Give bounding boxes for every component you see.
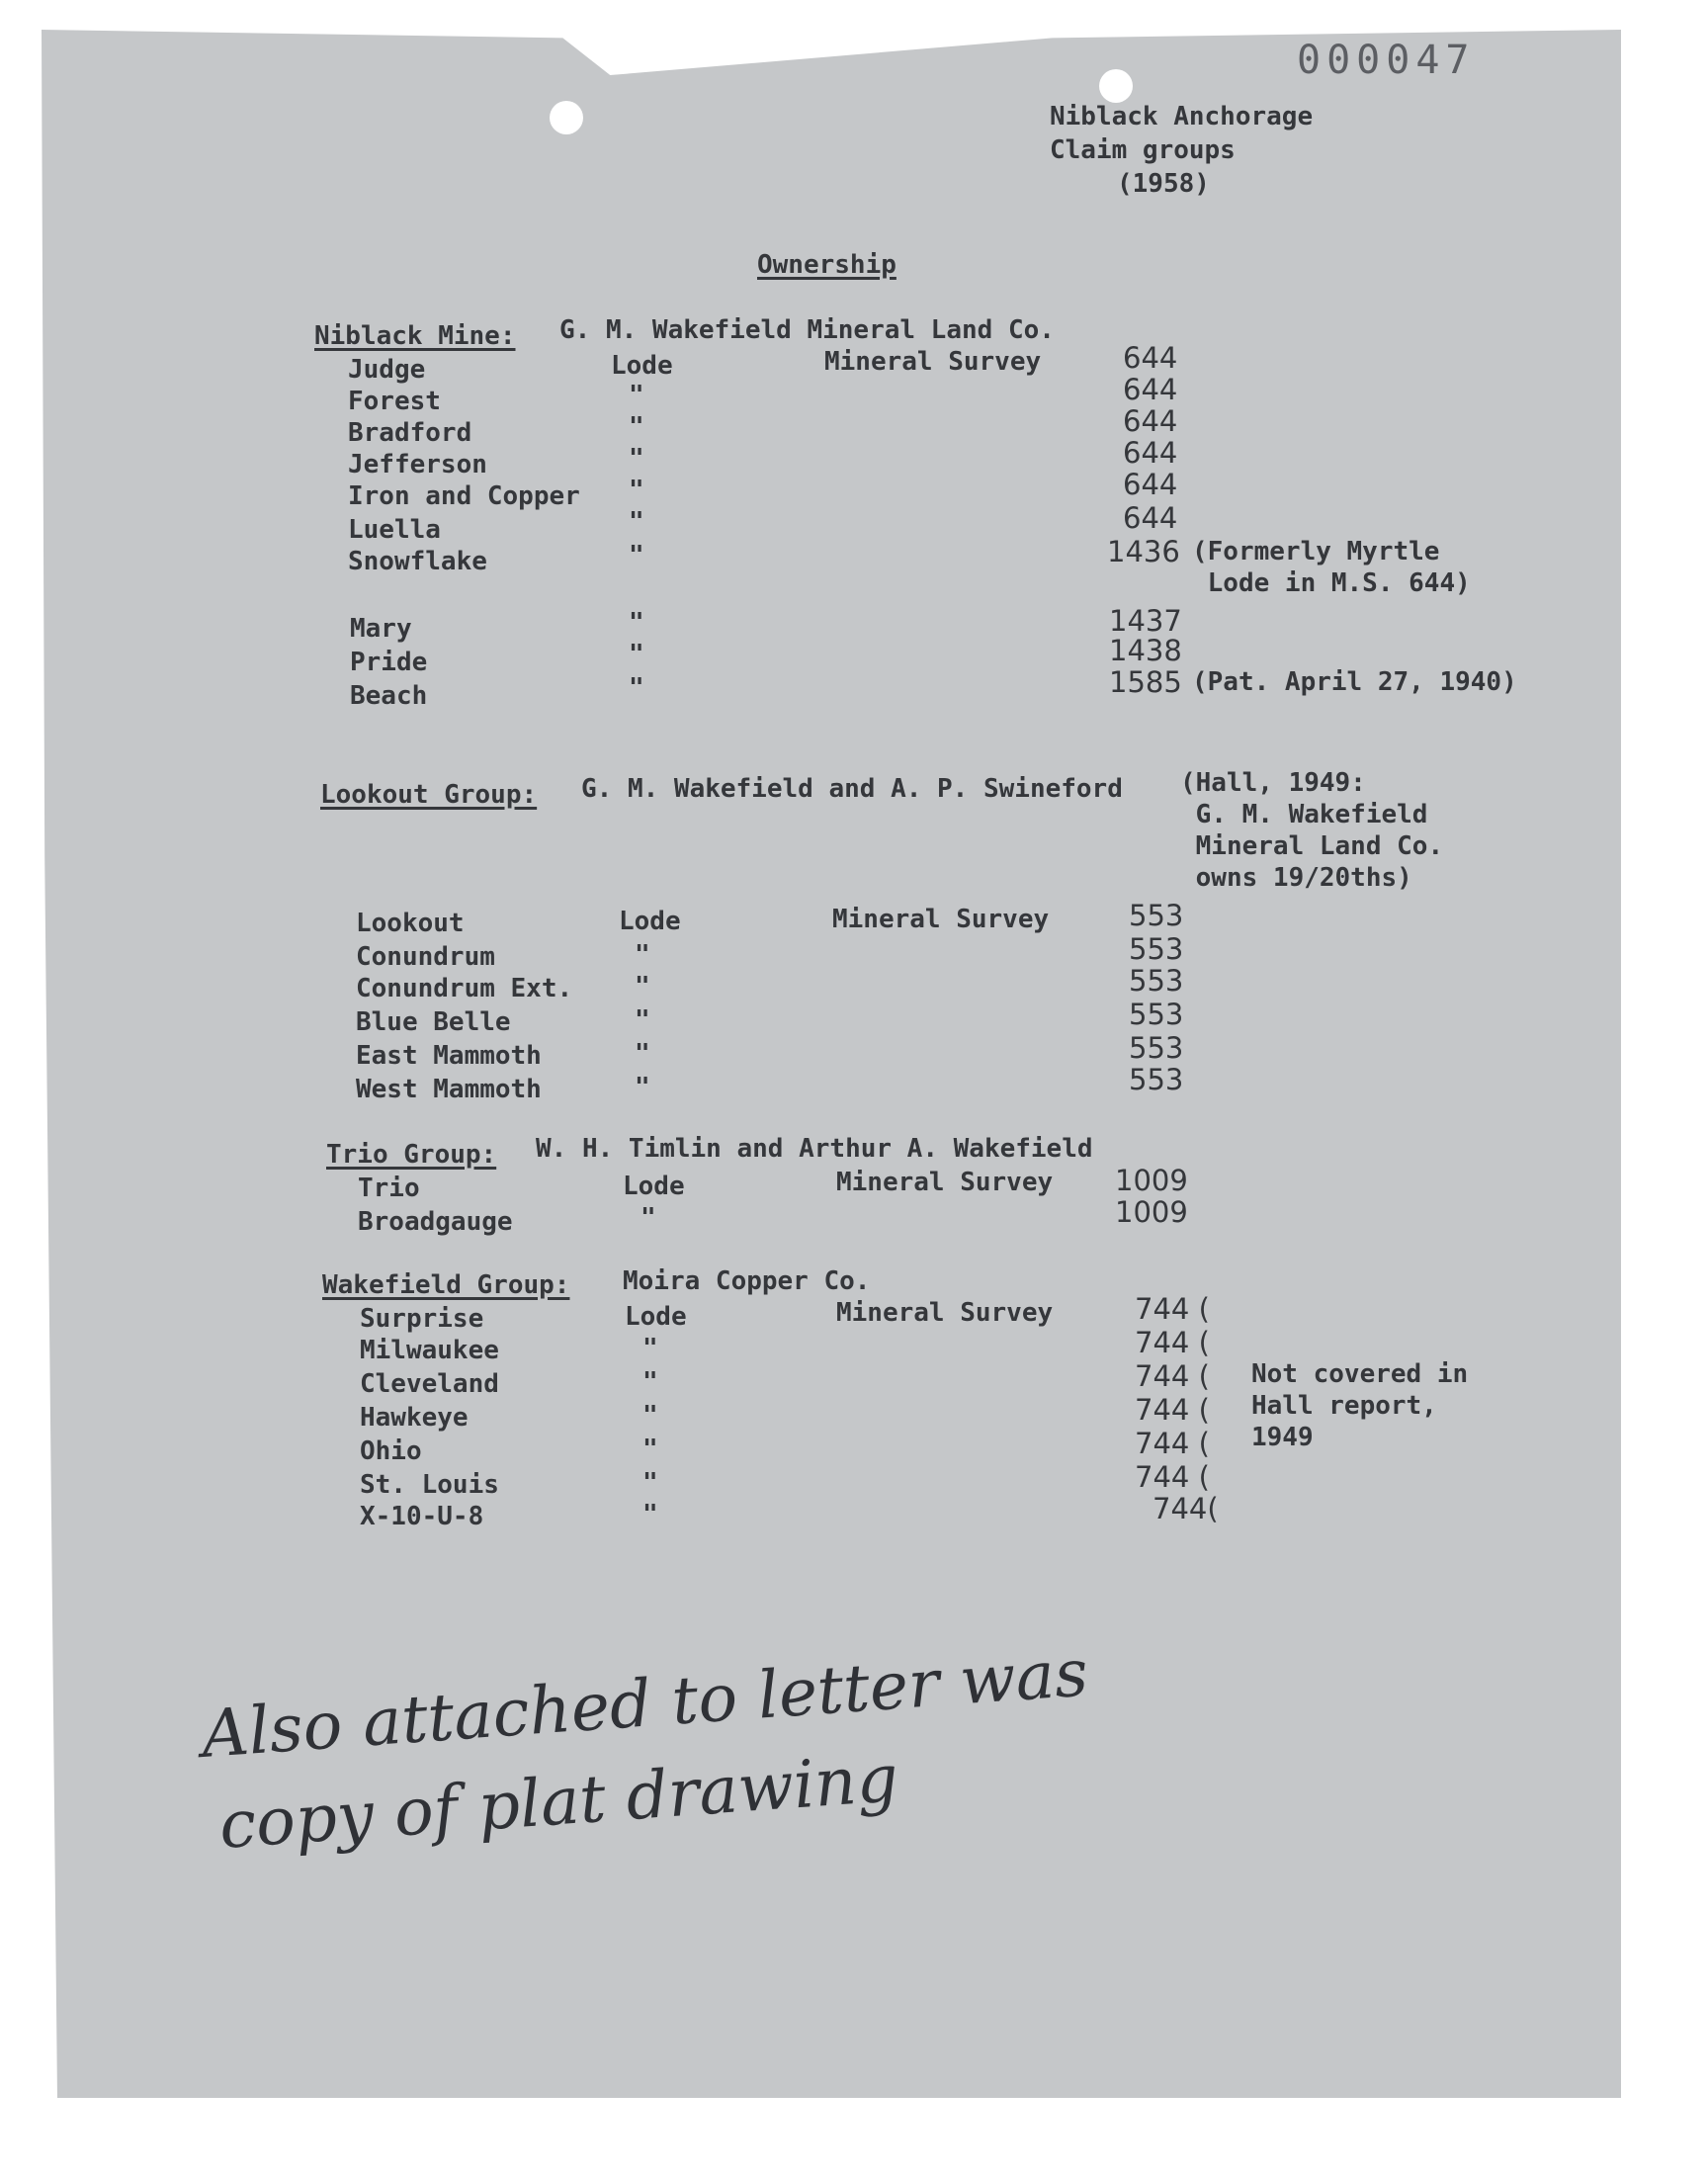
page-title: Ownership (757, 250, 897, 280)
claim-name: Mary (350, 614, 412, 644)
claim-name: Pride (350, 648, 428, 677)
claim-name: Snowflake (348, 547, 487, 576)
claim-type: Lode (619, 907, 681, 936)
claim-type: " (642, 1500, 658, 1529)
claim-name: Conundrum (356, 942, 495, 972)
claim-name: Cleveland (360, 1369, 499, 1399)
claim-survey: 1438 (1109, 634, 1182, 667)
claim-name: Forest (348, 387, 441, 416)
claim-name: Luella (348, 515, 441, 545)
claim-type: " (629, 507, 644, 537)
claim-survey: 553 (1129, 964, 1184, 998)
claim-name: Surprise (360, 1304, 484, 1334)
claim-survey: 644 (1123, 341, 1178, 375)
group-owner: G. M. Wakefield and A. P. Swineford (581, 774, 1123, 804)
claim-name: West Mammoth (356, 1075, 542, 1104)
claim-note: (Formerly Myrtle Lode in M.S. 644) (1192, 537, 1471, 598)
header-line-3: (1958) (1117, 169, 1210, 199)
claim-type: " (642, 1334, 658, 1363)
claim-survey: 744 ( (1135, 1326, 1210, 1359)
group-owner: W. H. Timlin and Arthur A. Wakefield (536, 1134, 1093, 1164)
claim-name: Hawkeye (360, 1403, 469, 1433)
claim-survey: 1585 (1109, 665, 1182, 699)
handwritten-note-line-2: copy of plat drawing (216, 1740, 901, 1864)
handwritten-note-line-1: Also attached to letter was (199, 1634, 1091, 1773)
claim-survey: 553 (1129, 932, 1184, 966)
claim-type: " (629, 444, 644, 474)
claim-type: " (635, 1005, 650, 1035)
punch-hole (550, 101, 583, 134)
claim-type: " (642, 1367, 658, 1397)
claim-name: Iron and Copper (348, 481, 580, 511)
claim-survey: 1436 (1107, 535, 1180, 568)
claim-survey: 744 ( (1135, 1460, 1210, 1494)
survey-column-label: Mineral Survey (836, 1168, 1054, 1197)
claim-type: " (635, 1039, 650, 1069)
claim-type: Lode (623, 1172, 685, 1201)
claim-type: " (635, 972, 650, 1001)
claim-survey: 744 ( (1135, 1393, 1210, 1427)
claim-survey: 644 (1123, 373, 1178, 406)
claim-type: " (629, 608, 644, 638)
claim-type: " (635, 1073, 650, 1102)
claim-survey: 644 (1123, 501, 1178, 535)
claim-type: " (635, 940, 650, 970)
claim-survey: 644 (1123, 468, 1178, 501)
group-owner: G. M. Wakefield Mineral Land Co. (559, 315, 1055, 345)
claim-type: " (642, 1468, 658, 1498)
group-owner: Moira Copper Co. (623, 1266, 871, 1296)
claim-survey: 744 ( (1135, 1292, 1210, 1326)
claim-survey: 1009 (1115, 1164, 1188, 1197)
punch-hole (1099, 69, 1133, 103)
claim-type: " (629, 412, 644, 442)
survey-column-label: Mineral Survey (836, 1298, 1054, 1328)
claim-name: Milwaukee (360, 1336, 499, 1365)
claim-survey: 1437 (1109, 604, 1182, 638)
claim-name: Blue Belle (356, 1007, 511, 1037)
claim-name: Jefferson (348, 450, 487, 479)
claim-type: " (629, 673, 644, 703)
document-number-stamp: 000047 (1297, 38, 1476, 83)
claim-type: " (640, 1203, 656, 1233)
claim-survey: 744( (1153, 1492, 1219, 1525)
group-owner-note: (Hall, 1949: G. M. Wakefield Mineral Land Co. owns 19/20ths) (1180, 768, 1444, 893)
claim-survey: 644 (1123, 404, 1178, 438)
claim-survey: 744 ( (1135, 1427, 1210, 1460)
claim-name: East Mammoth (356, 1041, 542, 1071)
group-label: Trio Group: (326, 1140, 497, 1170)
claim-survey: 1009 (1115, 1195, 1188, 1229)
claim-name: X-10-U-8 (360, 1502, 484, 1531)
claim-survey: 553 (1129, 1031, 1184, 1065)
claim-type: " (629, 640, 644, 669)
claim-name: Ohio (360, 1436, 422, 1466)
group-label: Wakefield Group: (322, 1270, 570, 1300)
claim-type: " (642, 1401, 658, 1431)
claim-name: Conundrum Ext. (356, 974, 573, 1003)
claim-name: Trio (358, 1174, 420, 1203)
survey-column-label: Mineral Survey (832, 905, 1050, 934)
claim-survey: 644 (1123, 436, 1178, 470)
claim-survey: 553 (1129, 1063, 1184, 1096)
claim-type: " (629, 541, 644, 570)
claim-name: Broadgauge (358, 1207, 513, 1237)
claim-name: St. Louis (360, 1470, 499, 1500)
claim-type: " (642, 1435, 658, 1464)
claim-survey: 553 (1129, 998, 1184, 1031)
header-line-1: Niblack Anchorage (1050, 102, 1314, 131)
claim-name: Judge (348, 355, 426, 385)
claim-type: " (629, 476, 644, 505)
claim-type: " (629, 381, 644, 410)
claim-name: Beach (350, 681, 428, 711)
claim-name: Lookout (356, 909, 465, 938)
claim-type: Lode (625, 1302, 687, 1332)
survey-column-label: Mineral Survey (824, 347, 1042, 377)
claim-survey: 744 ( (1135, 1359, 1210, 1393)
claim-note: (Pat. April 27, 1940) (1192, 667, 1517, 697)
group-label: Niblack Mine: (314, 321, 516, 351)
claim-type: Lode (611, 351, 673, 381)
header-line-2: Claim groups (1050, 135, 1236, 165)
claim-name: Bradford (348, 418, 472, 448)
group-label: Lookout Group: (320, 780, 538, 810)
group-note: Not covered in Hall report, 1949 (1251, 1359, 1469, 1452)
claim-survey: 553 (1129, 899, 1184, 932)
